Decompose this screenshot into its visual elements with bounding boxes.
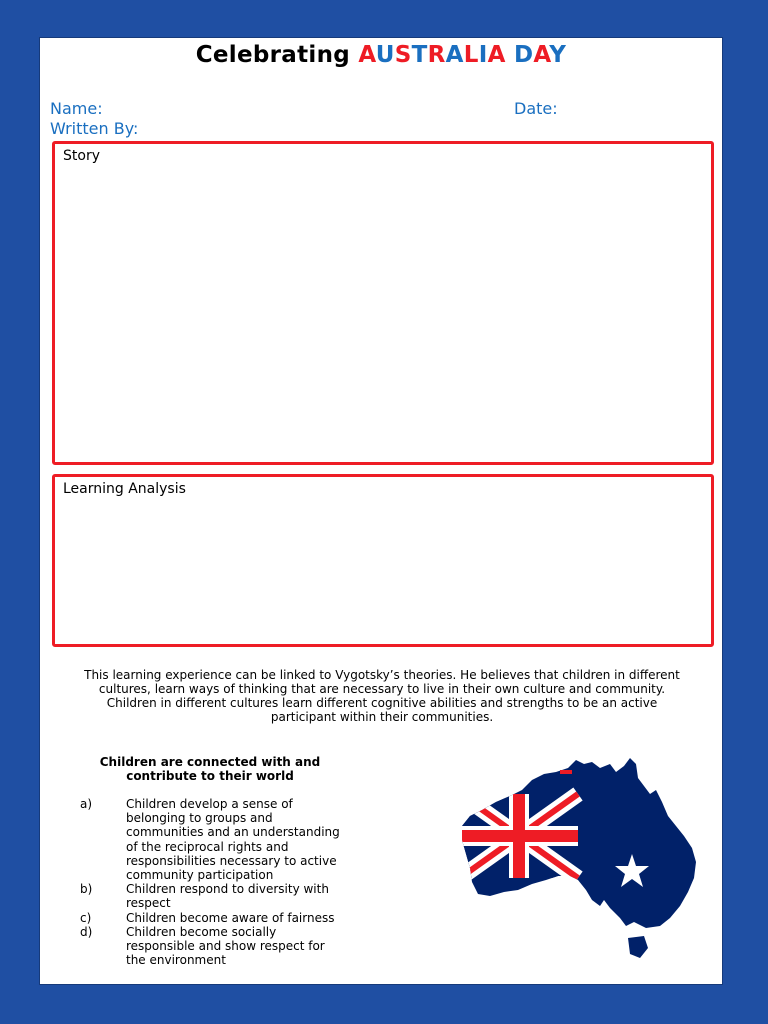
australia-flag-map-icon (460, 754, 700, 964)
written-by-label: Written By: (50, 119, 139, 138)
title-letter: L (463, 42, 479, 68)
title-letter: A (358, 42, 376, 68)
list-item-text: Children respond to diversity with respect (126, 882, 329, 911)
title-prefix: Celebrating (195, 42, 359, 68)
title-letter: A (487, 42, 506, 68)
list-marker: a) (80, 797, 93, 811)
title-letter: R (427, 42, 446, 68)
title-letter: I (478, 42, 488, 68)
date-label: Date: (514, 99, 558, 118)
list-marker: b) (80, 882, 93, 897)
title-letter: D (513, 42, 534, 68)
list-item (80, 797, 340, 882)
list-item (80, 925, 340, 968)
title-letter: A (445, 42, 464, 68)
title-letter: S (394, 42, 412, 68)
outcome-list (80, 797, 340, 969)
name-label: Name: (50, 99, 103, 118)
list-item-text: Children develop a sense of belonging to groups and communities and an understanding of the reciprocal rights and responsibilities necessary to active community participation (126, 797, 340, 883)
list-item-text: Children become aware of fairness (126, 910, 335, 925)
learning-analysis-box[interactable] (52, 474, 714, 647)
vygotsky-description: This learning experience can be linked to Vygotsky’s theories. He believes that children in different cultures, learn ways of thinking that are necessary to live in their own culture and community. Children in different cultures learn different cognitive abilities and strengths to be an active participant within their communities. (84, 668, 680, 724)
learning-analysis-label: Learning Analysis (63, 481, 186, 497)
list-marker: d) (80, 924, 93, 939)
story-box[interactable] (52, 141, 714, 465)
title-letter: Y (549, 42, 567, 68)
worksheet-page (39, 37, 723, 985)
list-marker: c) (80, 910, 92, 925)
title-letter: U (375, 42, 395, 68)
story-label: Story (63, 148, 100, 164)
outcome-title: Children are connected with and contribute to their world (99, 755, 321, 783)
list-item (80, 911, 340, 925)
list-item-text: Children become socially responsible and show respect for the environment (126, 924, 325, 968)
list-item (80, 882, 340, 910)
title-letter: A (533, 42, 550, 68)
title-letter: T (411, 42, 428, 68)
page-title (40, 42, 722, 68)
